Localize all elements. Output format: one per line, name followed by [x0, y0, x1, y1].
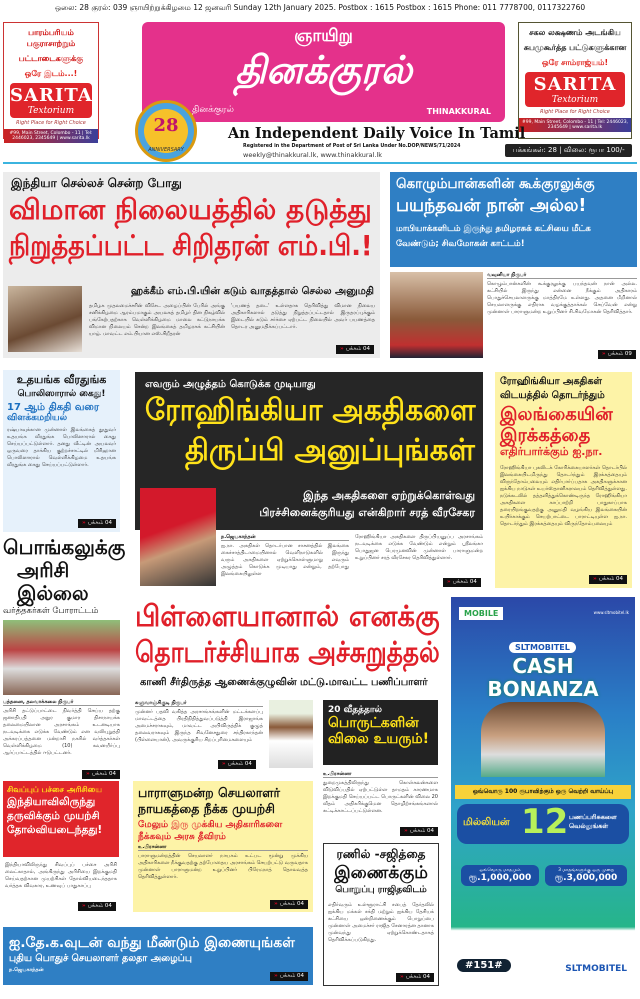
subheadline: இந்த அகதிகளை ஏற்றுக்கொள்வது — [303, 489, 475, 502]
headline: நாயகத்தை நீக்க முயற்சி — [138, 801, 275, 817]
subheadline: வர்த்தகர்கள் போராட்டம் — [3, 606, 99, 616]
story-ranil-sajith[interactable] — [323, 843, 439, 986]
story-sivamohan-body — [487, 272, 637, 316]
subheadline: விளக்கமறியல் — [7, 413, 68, 424]
subheadline: ஹக்கீம் எம்.பி.யின் கடும் வாதத்தால் செல்ல அனுமதி — [130, 286, 374, 297]
headline: அரிசி இல்லை — [17, 558, 89, 605]
headline: பாராளுமன்ற செயலாளர் — [138, 785, 281, 800]
body-text: அரிசி தட்டுப்பாட்டை நிவர்த்தி செய்ய தற்கு ஜனாதிபதி அநுர குமார திசாநாயக்க தலைமையிலான அரசாங்கம் உடனடியாக நடவடிக்கை எடுக்க வேண்டும் என வலியுறுத்தி அக்கரப்பத்தனை மன்றாசி நகரில் வர்த்தகர்கள் வெள்ளிக்கிழமை (10) கவனயீர்ப்பு ஆர்ப்பாட்டத்தில் ஈடுபட்டனர். — [3, 707, 120, 756]
body-text: இந்தியாவிலிருந்து சிவப்புப் பச்சை அரிசி லைட்காதால், அங்கிருந்து அரிசியை இறக்குமதி செய்வதற்கான முயற்சிகள் தோல்வியடைந்ததாக வர்த்தக விவகார, உணவுப் பாதுகாப்பு — [5, 862, 117, 889]
story-price-rise[interactable] — [323, 700, 438, 765]
byline: ந.ஜெயகாந்தன் — [9, 967, 44, 974]
headline: ஐ.தே.க.வுடன் வந்து மீண்டும் இணையுங்கள் — [9, 935, 295, 951]
headline: இரக்கத்தை — [500, 424, 591, 446]
kicker: விடயத்தில் தொடர்ந்தும் — [500, 389, 605, 401]
kicker: இந்தியா செல்லச் சென்ற போது — [11, 176, 182, 190]
headline: பிள்ளையானால் எனக்கு — [135, 599, 440, 633]
kicker: சிவப்புப் பச்சை அரிசியை — [7, 785, 103, 794]
ad-slogan: Right Place for Right Choice — [16, 120, 86, 126]
registration: Registered in the Department of Post of Sri Lanka Under No.DOP/NEWS/71/2024 — [243, 144, 461, 149]
headline: தருவிக்கும் முயற்சி — [7, 810, 100, 823]
body-text: ரோஹிங்கியா புகலிடக் கோரிக்கையாளர்கள் தொடர்பில் இலங்கையிடமிருந்து தொடர்ந்தும் இரக்கத்தையும் விருந்தோம்பலையும் எதிர்பார்ப்பதாக அகதிகளுக்கான ஐக்கிய நாடுகள் உயர்ஸ்தானிகராலயம் தெரிவித்துள்ளது. நடுக்கடலில் தத்தளித்துக்கொண்டிருந்த ரோஹிங்கியா அகதிகளை காப்பாற்றி பாதுகாப்பாக தரையிறங்குவதற்கு அனுமதி வழங்கிய இலங்கையின் உயிர்காக்கும் செயற்பாட்டை பாராட்டியுள்ள ஐ.நா. தொடர்ந்தும் இரக்கத்தையும் விருந்தோம்பலையும் — [500, 464, 627, 527]
body-text: ஐ.நா. அகதிகள் தொடர்பான சாசனத்தில் இலங்கை கைச்சாத்திடாமையினால் வெளிநாடுகளில் இருந்து வரும் அகதிகளை ஏற்றுக்கொள்ளுமாறு எவரும் அழுத்தம் கொடுக்க முடியாது என்றும், தற்போது இலங்கையிலுள்ள — [221, 543, 349, 577]
headline: பொருட்களின் — [328, 715, 419, 732]
sarita-logo: SARITA Textorium — [525, 72, 625, 107]
subheadline: 17 ஆம் திகதி வரை — [7, 401, 100, 413]
page-ref[interactable]: » பக்கம் 04 — [270, 972, 308, 981]
kicker: 20 வீதத்தால் — [328, 705, 383, 715]
story-un-rohingya[interactable] — [495, 372, 632, 588]
ad-monthly-prize: ஒவ்வொரு மாதமும் ரூ.1,000,000 — [461, 865, 539, 886]
story-unp-talatha[interactable] — [3, 927, 313, 985]
sltmobitel-ad[interactable] — [451, 597, 635, 985]
headline: தொடர்ச்சியாக அச்சுறுத்தல் — [135, 635, 440, 669]
body-text: தமிழக முதலமைச்சரின் விசேட அழைப்பின் பேரில் அங்கு சனிக்கிழமை ஆரம்பமாகும் அயலகத் தமிழர் தின நிகழ்வில் பங்கேற்பதற்காக வெள்ளிக்கிழமை மாலை கட்டுநாயக்க விமான நிலையம் சென்ற இலங்கைத் தமிழரசுக் கட்சியின் யாழ். மாவட்ட எம்.பியான எஸ்.சிறீதரன் — [89, 303, 225, 337]
subheadline: நீக்கவும் அரசு தீவிரம் — [138, 832, 226, 843]
page-ref[interactable]: » பக்கம் 04 — [82, 770, 120, 779]
headline: இணைக்கும் — [334, 862, 428, 883]
headline: பொங்கலுக்கு — [3, 535, 126, 559]
ad-million: மில்லியன் — [463, 817, 510, 828]
ad-address: #99, Main Street, Colombo - 11 | Tel: 2446023, 2345649 | www.sarita.lk — [519, 118, 631, 132]
headline: இந்தியாவிலிருந்து — [7, 796, 96, 809]
sarita-ad-left[interactable] — [3, 22, 99, 139]
subheadline: புதிய பொதுச் செயலாளர் தலதா அழைப்பு — [9, 953, 192, 965]
ad-dial-code: #151# — [457, 959, 511, 972]
photo-director — [269, 700, 313, 768]
ad-offer: ஒவ்வொரு 100 ரூபாவிற்கும் ஒரு வெற்றி வாய்ப்பு — [455, 785, 631, 799]
masthead: ஞாயிறு தினக்குரல் தினக்குரல் THINAKKURAL — [142, 22, 505, 122]
headline: இலங்கையின் — [500, 403, 613, 425]
headline: விலை உயரும்! — [328, 731, 430, 748]
ad-title: CASH — [512, 654, 574, 678]
subheadline: பொறுப்பு ராஜிதவிடம் — [335, 885, 427, 896]
tagline: An Independent Daily Voice In Tamil — [228, 125, 526, 142]
story-sritharan[interactable] — [3, 172, 380, 358]
story-price-rise-body — [323, 771, 438, 836]
body-text: எதிர்வரும் உள்ளூராட்சி சபைத் தேர்தலில் ஐக்கிய மக்கள் சக்தி மற்றும் ஐக்கிய தேசியக் கட்சியை ஒன்றிணைக்கும் பொறுப்பை முன்னாள் அமைச்சர் ராஜித சேனாரத்ன தானாக முன்வந்து ஏற்றுக்கொண்டதாகத் தெரிவிக்கப்படுகிறது. — [328, 901, 434, 943]
story-rohingya-col1 — [221, 534, 349, 578]
page-ref[interactable]: » பக்கம் 04 — [218, 760, 256, 769]
story-pillayan — [135, 700, 263, 744]
headline: நிறுத்தப்பட்ட சிறிதரன் எம்.பி.! — [9, 229, 373, 262]
ad-url: www.sltmobitel.lk — [593, 610, 629, 615]
byline: வவுனியா நிருபர் — [487, 272, 637, 279]
ad-slogan: Right Place for Right Choice — [540, 109, 610, 115]
byline: உ.பிரசன்னா — [323, 771, 438, 778]
headline: பயந்தவன் நான் அல்ல! — [396, 195, 587, 216]
body-text: 'பயணத் தடை' உள்ளதாக தெரிவித்து விமான நிலைய அதிகாரிகளால் தடுத்து நிறுத்தப்பட்டதால் இருதரப்புக்கும் இடையில் கடும் சர்ச்சை ஏற்பட்ட நிலையில் அவர் பயணத்தை தொடர அனுமதிக்கப்பட்டார். — [231, 303, 375, 330]
story-sivamohan-header[interactable] — [390, 172, 637, 267]
ad-line: பாரம்பரியம் பகுராசாற்றும் — [26, 28, 76, 48]
header-divider — [3, 162, 637, 164]
contact: weekly@thinakkural.lk, www.thinakkural.lk — [243, 151, 383, 159]
body-text: முன்னர் பதவி வகித்த அரசாங்கங்களின் மட்டக்களப்பு மாவட்டத்தை பிரதிநிதித்துவப்படுத்தி இராஜாங்க அமைச்சராகவும், மாவட்ட அபிவிருத்திக் குழுத் தலைவராகவும் இருந்த சிவனேசதுரை சந்திரகாந்தன் (பிள்ளையான்), அவருக்குரிய சிறப்புரிமைகளையும் — [135, 709, 263, 743]
ad-line: ஒரே இடம்...! — [24, 69, 78, 78]
photo-sarath-weerasekara — [140, 488, 216, 586]
ad-brand: SLTMOBITEL — [509, 642, 576, 653]
headline: தோல்வியடைந்தது! — [7, 824, 103, 837]
subheadline: பிரச்சினைக்குரியது என்கிறார் சரத் வீரசேகர — [259, 506, 475, 519]
byline: உ.பிரசன்னா — [138, 844, 308, 851]
headline: உதயங்க வீரதுங்க — [16, 373, 107, 386]
sarita-ad-right[interactable] — [518, 22, 632, 139]
ad-address: #99, Main Street, Colombo - 11 | Tel: 2446023, 2345649 | www.sarita.lk — [4, 129, 98, 143]
photo-protest — [3, 620, 120, 695]
photo-sritharan — [8, 286, 82, 352]
page-ref[interactable]: » பக்கம் 04 — [396, 973, 434, 982]
headline: திருப்பி அனுப்புங்கள் — [185, 433, 475, 468]
page-ref[interactable]: » பக்கம் 04 — [78, 519, 116, 528]
byline: களுவாஞ்சிகுடி நிருபர் — [135, 700, 263, 707]
body-text: துறைமுகத்திலிருந்து கொள்கலன்களை விடுவிப்பதில் ஏற்பட்டுள்ள தாமதம் காரணமாக இறக்குமதி செய்யப்பட்ட பொருட்களின் விலை 20 வீதம் அதிகரிக்குமென தொழிற்சங்கங்களால் சுட்டிக்காட்டப்பட்டுள்ளன. — [323, 780, 438, 814]
ad-prize: பணப்பரிசுகளை வெல்லுங்கள் — [569, 813, 617, 830]
photo-sivamohan — [390, 272, 483, 358]
sarita-logo: SARITA Textorium — [10, 85, 93, 116]
headline: விமான நிலையத்தில் தடுத்து — [9, 193, 372, 226]
page-ref[interactable]: » பக்கம் 09 — [598, 350, 636, 359]
ad-tag: MOBILE — [459, 607, 503, 620]
page-ref[interactable]: » பக்கம் 04 — [589, 575, 627, 584]
ad-line: ஒரே சாம்ராஜ்யம்! — [541, 58, 609, 67]
subheadline: காணி சீர்திருத்த ஆணைக்குழுவின் மட்டு.மாவட்ட பணிப்பாளர் — [140, 677, 428, 688]
byline: பத்தனை, தலவாக்கலை நிருபர் — [3, 699, 120, 706]
ad-line: பட்டாடைகளுக்கு — [18, 54, 84, 63]
price-badge: பக்கங்கள்: 28 | விலை: ரூபா 100/- — [505, 144, 632, 157]
story-pongal-rice[interactable] — [3, 535, 126, 779]
page-ref[interactable]: » பக்கம் 04 — [270, 900, 308, 909]
ad-line: சகல லக்ஷணம் அடங்கிய — [529, 28, 621, 37]
sltmobitel-logo: SLTMOBITEL — [565, 964, 627, 974]
body-text: ரஷ்யாவுக்கான முன்னாள் இலங்கைத் தூதுவர் உதயங்க வீரதுங்க பொலிஸாரால் கைது செய்யப்பட்டுள்ளார். தனது வீட்டின் அயலவர் ஒருவரை தாக்கிய குற்றச்சாட்டில் மிரிஹான பொலிஸாரால் வெள்ளிக்கிழமை உதயங்க வீரதுங்க கைது செய்யப்பட்டுள்ளார். — [7, 426, 116, 468]
kicker: எவரும் அழுத்தம் கொடுக்க முடியாது — [145, 379, 316, 390]
dateline: ஒலை: 28 குரல்: 039 ஞாயிற்றுக்கிழமை 12 ஜனவரி Sunday 12th January 2025. Postbox : 1615 Postbox : 1615 Phone: 011 7778700, 0117322760 — [54, 3, 586, 12]
subheadline: மேலும் இரு முக்கிய அதிகாரிகளை — [138, 819, 283, 830]
ad-line: சுபமுகூர்த்த பட்டுகளுக்கான — [523, 43, 627, 52]
headline: பொலிஸாரால் கைது! — [17, 388, 106, 399]
page-ref[interactable]: » பக்கம் 04 — [443, 578, 481, 587]
headline: ரணில் -சஜித்தை — [336, 847, 426, 861]
ad-quarterly-prize: 3 மாதங்களுக்கு ஒரு முறை ரூ.3,000,000 — [545, 865, 627, 886]
headline: கொழும்பான்களின் கூக்குரலுக்கு — [396, 176, 595, 192]
headline: ரோஹிங்கியா அகதிகளை — [145, 393, 476, 428]
body-text: ரோஹிங்கியா அகதிகளை திருப்பியனுப்ப அரசாங்கம் நடவடிக்கை எடுக்க வேண்டும் என்றும் ஸ்ரீலங்கா பொதுஜன பெரமுனவின் முன்னாள் பாராளுமன்ற உறுப்பினர் சரத் வீரசேகர தெரிவித்துள்ளார். — [355, 534, 483, 561]
story-red-rice[interactable] — [3, 781, 119, 857]
ad-title: BONANZA — [487, 677, 599, 701]
ad-people-image — [481, 702, 605, 777]
headline: எதிர்பார்க்கும் ஐ.நா. — [500, 445, 603, 459]
body-text: கொழும்பான்களின் கூக்குரலுக்கு பயந்தவன் நான் அல்ல. கட்சியில் இருந்து என்னை நீக்கும் அதிகாரம் பொதுச்செயலாளருக்கு மாத்திரமே உள்ளது. அதனை மீறினால் செயலாளருக்கு எதிராக வழக்குத்தாக்கல் செய்வேன் என்று முன்னாள் பாராளுமன்ற உறுப்பினர் சி.சிவமோகன் தெரிவித்தார். — [487, 281, 637, 315]
story-parliament-secretary[interactable] — [133, 781, 313, 912]
byline: ந.ஜெயகாந்தன் — [221, 534, 349, 541]
body-text: பாராளுமன்றத்தின் செயலாளர் நாயகம் உட்பட மூன்று முக்கிய அதிகாரிகளை நீக்குவதற்கு தற்போதைய அரசாங்கம் செயற்பட்டு வருவதாக முன்னாள் பாராளுமன்ற உறுப்பினர் பிரேமநாத் தொலவத்த தெரிவித்துள்ளார். — [138, 853, 308, 881]
page-ref[interactable]: » பக்கம் 04 — [400, 827, 438, 836]
kicker: ரோஹிங்கியா அகதிகள் — [500, 376, 602, 387]
story-udayanga[interactable] — [3, 370, 120, 532]
subheadline: மாபியாக்களிடம் இருந்து தமிழரசுக் கட்சியை மீட்க வேண்டும்; சிவமோகன் காட்டம்! — [396, 223, 591, 249]
ad-12: 12 — [521, 802, 569, 842]
anniversary-badge: 28 ANNIVERSARY — [135, 100, 197, 162]
page-ref[interactable]: » பக்கம் 04 — [336, 345, 374, 354]
page-ref[interactable]: » பக்கம் 04 — [78, 902, 116, 911]
